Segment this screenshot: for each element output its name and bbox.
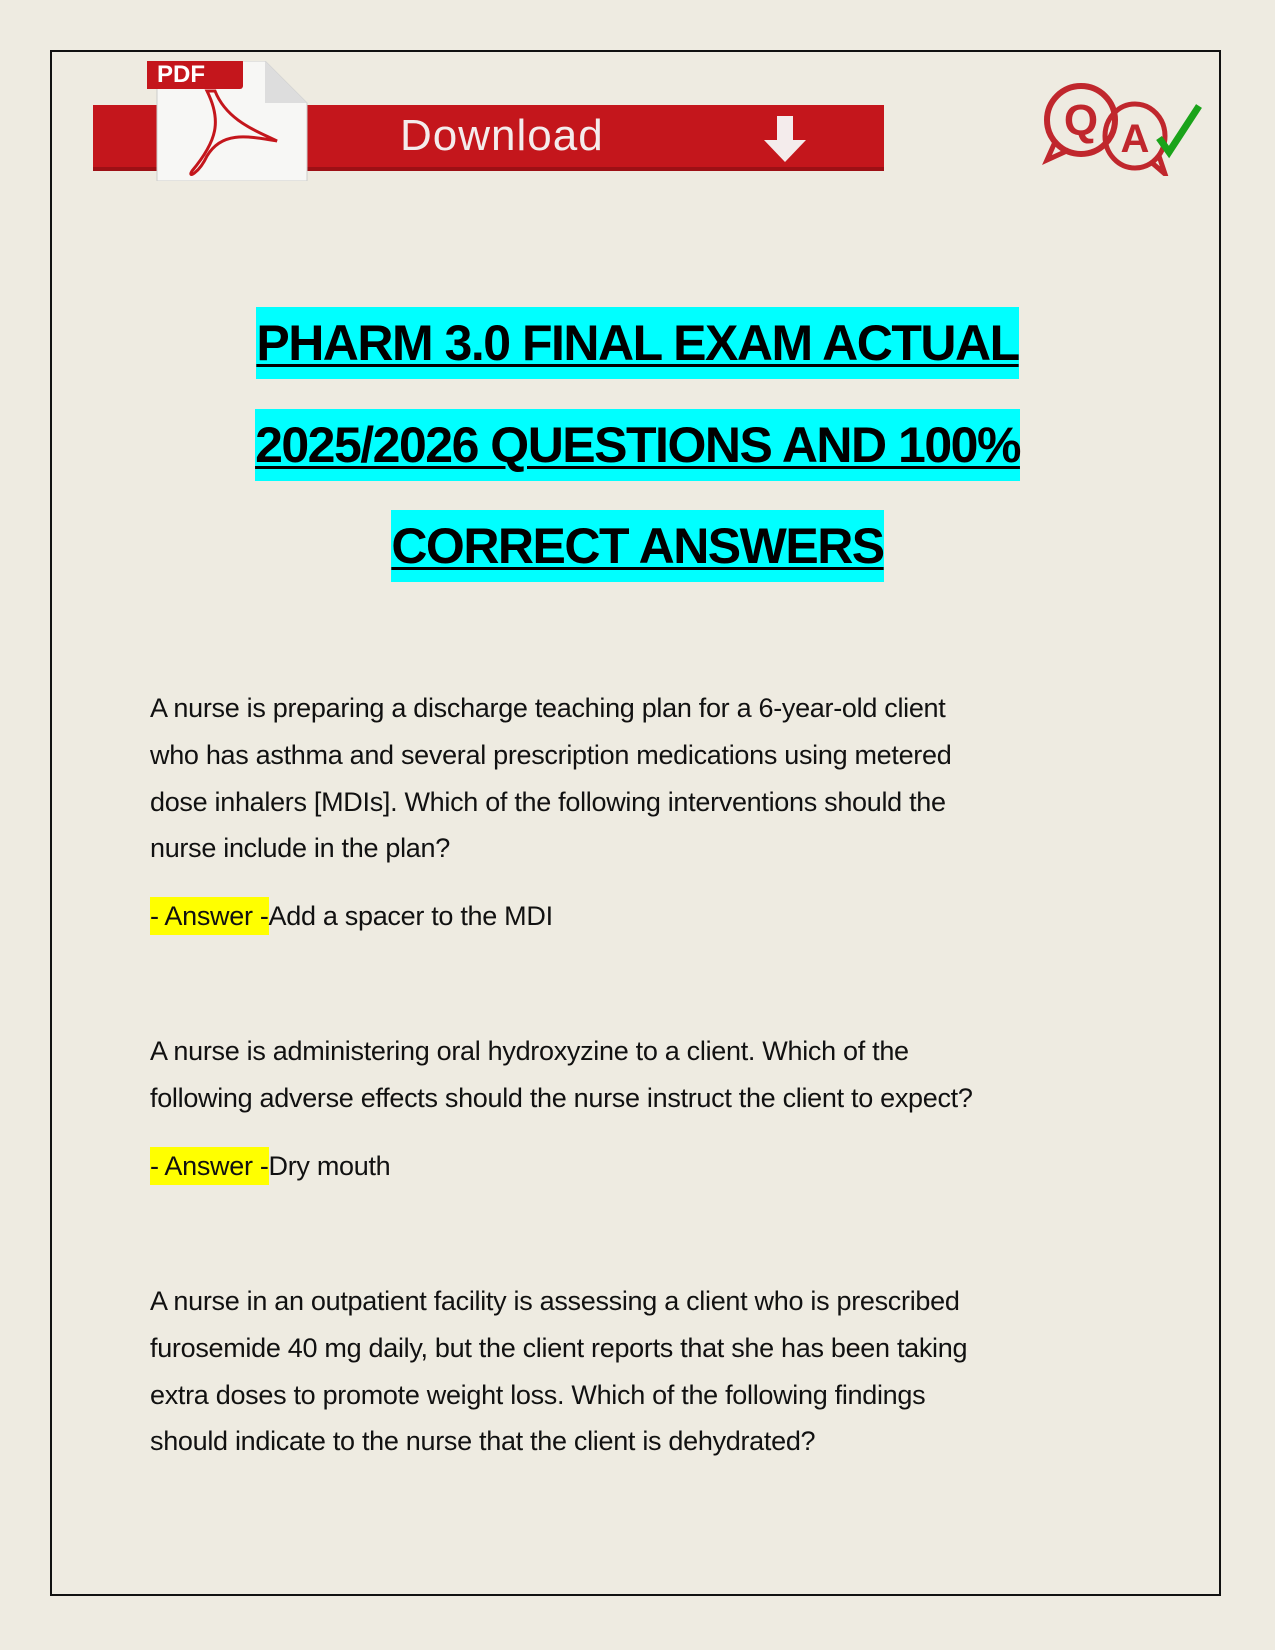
pdf-label: PDF — [157, 61, 205, 88]
question-text: A nurse is administering oral hydroxyzine to a client. Which of the — [150, 1036, 909, 1066]
answer-prefix: - Answer - — [150, 1147, 269, 1185]
question-text: dose inhalers [MDIs]. Which of the following interventions should the — [150, 787, 946, 817]
question-text: furosemide 40 mg daily, but the client reports that she has been taking — [150, 1333, 968, 1363]
question-text: who has asthma and several prescription medications using metered — [150, 740, 952, 770]
title-line: 2025/2026 QUESTIONS AND 100% — [0, 416, 1275, 474]
answer-text: Add a spacer to the MDI — [268, 901, 553, 931]
question-text: nurse include in the plan? — [150, 833, 450, 863]
logo-a: A — [1120, 117, 1150, 161]
question-text: A nurse is preparing a discharge teaching plan for a 6-year-old client — [150, 693, 946, 723]
qa-logo-icon — [1041, 80, 1207, 176]
question-text: A nurse in an outpatient facility is assessing a client who is prescribed — [150, 1286, 960, 1316]
download-arrow-icon — [760, 114, 810, 164]
question-text: should indicate to the nurse that the client is dehydrated? — [150, 1426, 816, 1456]
title-line: PHARM 3.0 FINAL EXAM ACTUAL — [0, 314, 1275, 372]
download-label[interactable]: Download — [400, 111, 604, 160]
answer-line — [150, 901, 553, 932]
question-text: extra doses to promote weight loss. Which of the following findings — [150, 1380, 926, 1410]
answer-text: Dry mouth — [268, 1151, 391, 1181]
answer-prefix: - Answer - — [150, 897, 269, 935]
answer-line — [150, 1151, 390, 1182]
page-border — [50, 50, 1221, 1596]
question-text: following adverse effects should the nurse instruct the client to expect? — [150, 1083, 973, 1113]
title-line: CORRECT ANSWERS — [0, 517, 1275, 575]
logo-q: Q — [1063, 96, 1099, 145]
